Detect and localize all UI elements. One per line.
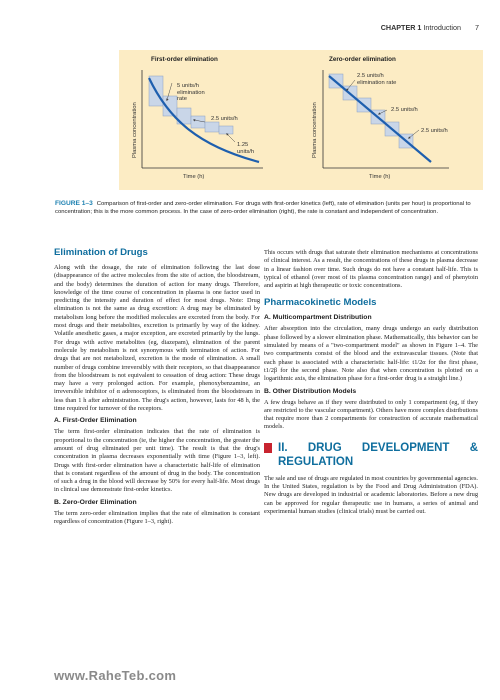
left-x-label: Time (h) (183, 174, 205, 180)
paragraph: The sale and use of drugs are regulated in most countries by governmental agencies. In the United States, regulation is by the Food and Drug Administration (FDA). New drugs are developed in industrial or academic laboratories. Before a new drug can be approved for regular therapeutic use in humans, a series of animal and experimental human studies (clinical trials) must be carried out. (264, 474, 478, 515)
section-heading (264, 441, 478, 469)
left-note-3: 1.25 units/h (237, 142, 255, 155)
section-marker (264, 443, 272, 453)
right-x-label: Time (h) (369, 174, 391, 180)
caption-text: Comparison of first-order and zero-order elimination. For drugs with first-order kinetics (left), rate of elimination (units per hour) is proportional to concentration; this is the more common process. In the case of zero-order elimination (right), the rate is constant and independent of concentration. (55, 201, 471, 216)
paragraph: This occurs with drugs that saturate their elimination mechanisms at concentrations of clinical interest. As a result, the concentrations of these drugs in plasma decrease in a linear fashion over time. Such drugs do not have a constant half-life. This is typical of ethanol (over most of its plasma concentration range) and of phenytoin and aspirin at high therapeutic or toxic concentrations. (264, 249, 478, 290)
running-header (381, 23, 479, 32)
heading-elimination: Elimination of Drugs (54, 247, 148, 258)
figure-caption (55, 200, 480, 216)
figure-graphics (119, 50, 483, 190)
left-panel-title: First-order elimination (151, 56, 218, 63)
paragraph: After absorption into the circulation, many drugs undergo an early distribution phase followed by a slower elimination phase. Mathematically, this behavior can be simulated by means of a "two-compartment model" as shown in Figure 1–4. The two compartments consist of the blood and the extravascular tissues. (Note that each phase is associated with a characteristic half-life: t1/2α for the first phase, t1/2β for the second phase. Note also that when concentration is plotted on a logarithmic axis, the elimination phase for a first-order drug is a straight line.) (264, 325, 478, 383)
paragraph: A few drugs behave as if they were distributed to only 1 compartment (eg, if they are restricted to the vascular compartment). Others have more complex distributions that require more than 2 compartments for construction of accurate mathematical models. (264, 398, 478, 431)
right-note-2: 2.5 units/h (391, 107, 418, 113)
chapter-label: CHAPTER 1 (380, 23, 422, 32)
left-column (54, 247, 260, 529)
watermark: www.RaheTeb.com (54, 668, 177, 683)
page-number: 7 (475, 23, 479, 32)
figure-1-3 (119, 50, 483, 190)
paragraph: The term zero-order elimination implies that the rate of elimination is constant regardless of concentration (Figure 1–3, right). (54, 509, 260, 526)
zero-order-line (329, 76, 431, 162)
right-panel-title: Zero-order elimination (329, 56, 396, 63)
right-column (264, 249, 478, 519)
section-label: Introduction (423, 23, 461, 32)
section-heading-text: II. DRUG DEVELOPMENT & REGULATION (278, 441, 478, 468)
paragraph: The term first-order elimination indicates that the rate of elimination is proportional to the concentration (ie, the higher the concentration, the greater the amount of drug eliminated per unit time). The result is that the drug's concentration in plasma decreases exponentially with time (Figure 1–3, left). Drugs with first-order elimination have a characteristic half-life of elimination that is constant regardless of the amount of drug in the body. The concentration of such a drug in the blood will decrease by 50% for every half-life. Most drugs in clinical use demonstrate first-order kinetics. (54, 428, 260, 494)
heading-zero-order: B. Zero-Order Elimination (54, 498, 137, 506)
left-note-2: 2.5 units/h (211, 116, 238, 122)
right-y-label: Plasma concentration (312, 102, 318, 158)
heading-pk-models: Pharmacokinetic Models (264, 297, 377, 309)
right-note-1: 2.5 units/h elimination rate (357, 73, 397, 86)
heading-first-order: A. First-Order Elimination (54, 417, 137, 425)
left-y-label: Plasma concentration (132, 102, 138, 158)
paragraph: Along with the dosage, the rate of elimination following the last dose (disappearance of the active molecules from the site of action, the bloodstream, and the body) determines the duration of action for many drugs. Therefore, knowledge of the time course of concentration in plasma is one factor used in predicting the intensity and duration of effect for most drugs. Note: Drug elimination is not the same as drug excretion: A drug may be eliminated by metabolism long before the modified molecules are excreted from the body. For most drugs and their metabolites, excretion is primarily by way of the kidney. Volatile anesthetic gases, a major exception, are excreted primarily by the lungs. For drugs with active metabolites (eg, diazepam), elimination of the parent molecule by metabolism is not synonymous with termination of action. For drugs that are not metabolized, excretion is the mode of elimination. A small number of drugs combine irreversibly with their receptors, so that disappearance from the bloodstream is not equivalent to cessation of drug action: These drugs may have a very prolonged action. For example, phenoxybenzamine, an irreversible inhibitor of α adrenoceptors, is eliminated from the bloodstream in less than 1 h after administration. The drug's action, however, lasts for 48 h, the time required for turnover of the receptors. (54, 264, 260, 413)
left-note-1: 5 units/h elimination rate (177, 83, 205, 103)
heading-other-models: B. Other Distribution Models (264, 387, 357, 395)
heading-multicompartment: A. Multicompartment Distribution (264, 314, 372, 322)
caption-label: FIGURE 1–3 (55, 200, 93, 207)
right-note-3: 2.5 units/h (421, 128, 448, 134)
